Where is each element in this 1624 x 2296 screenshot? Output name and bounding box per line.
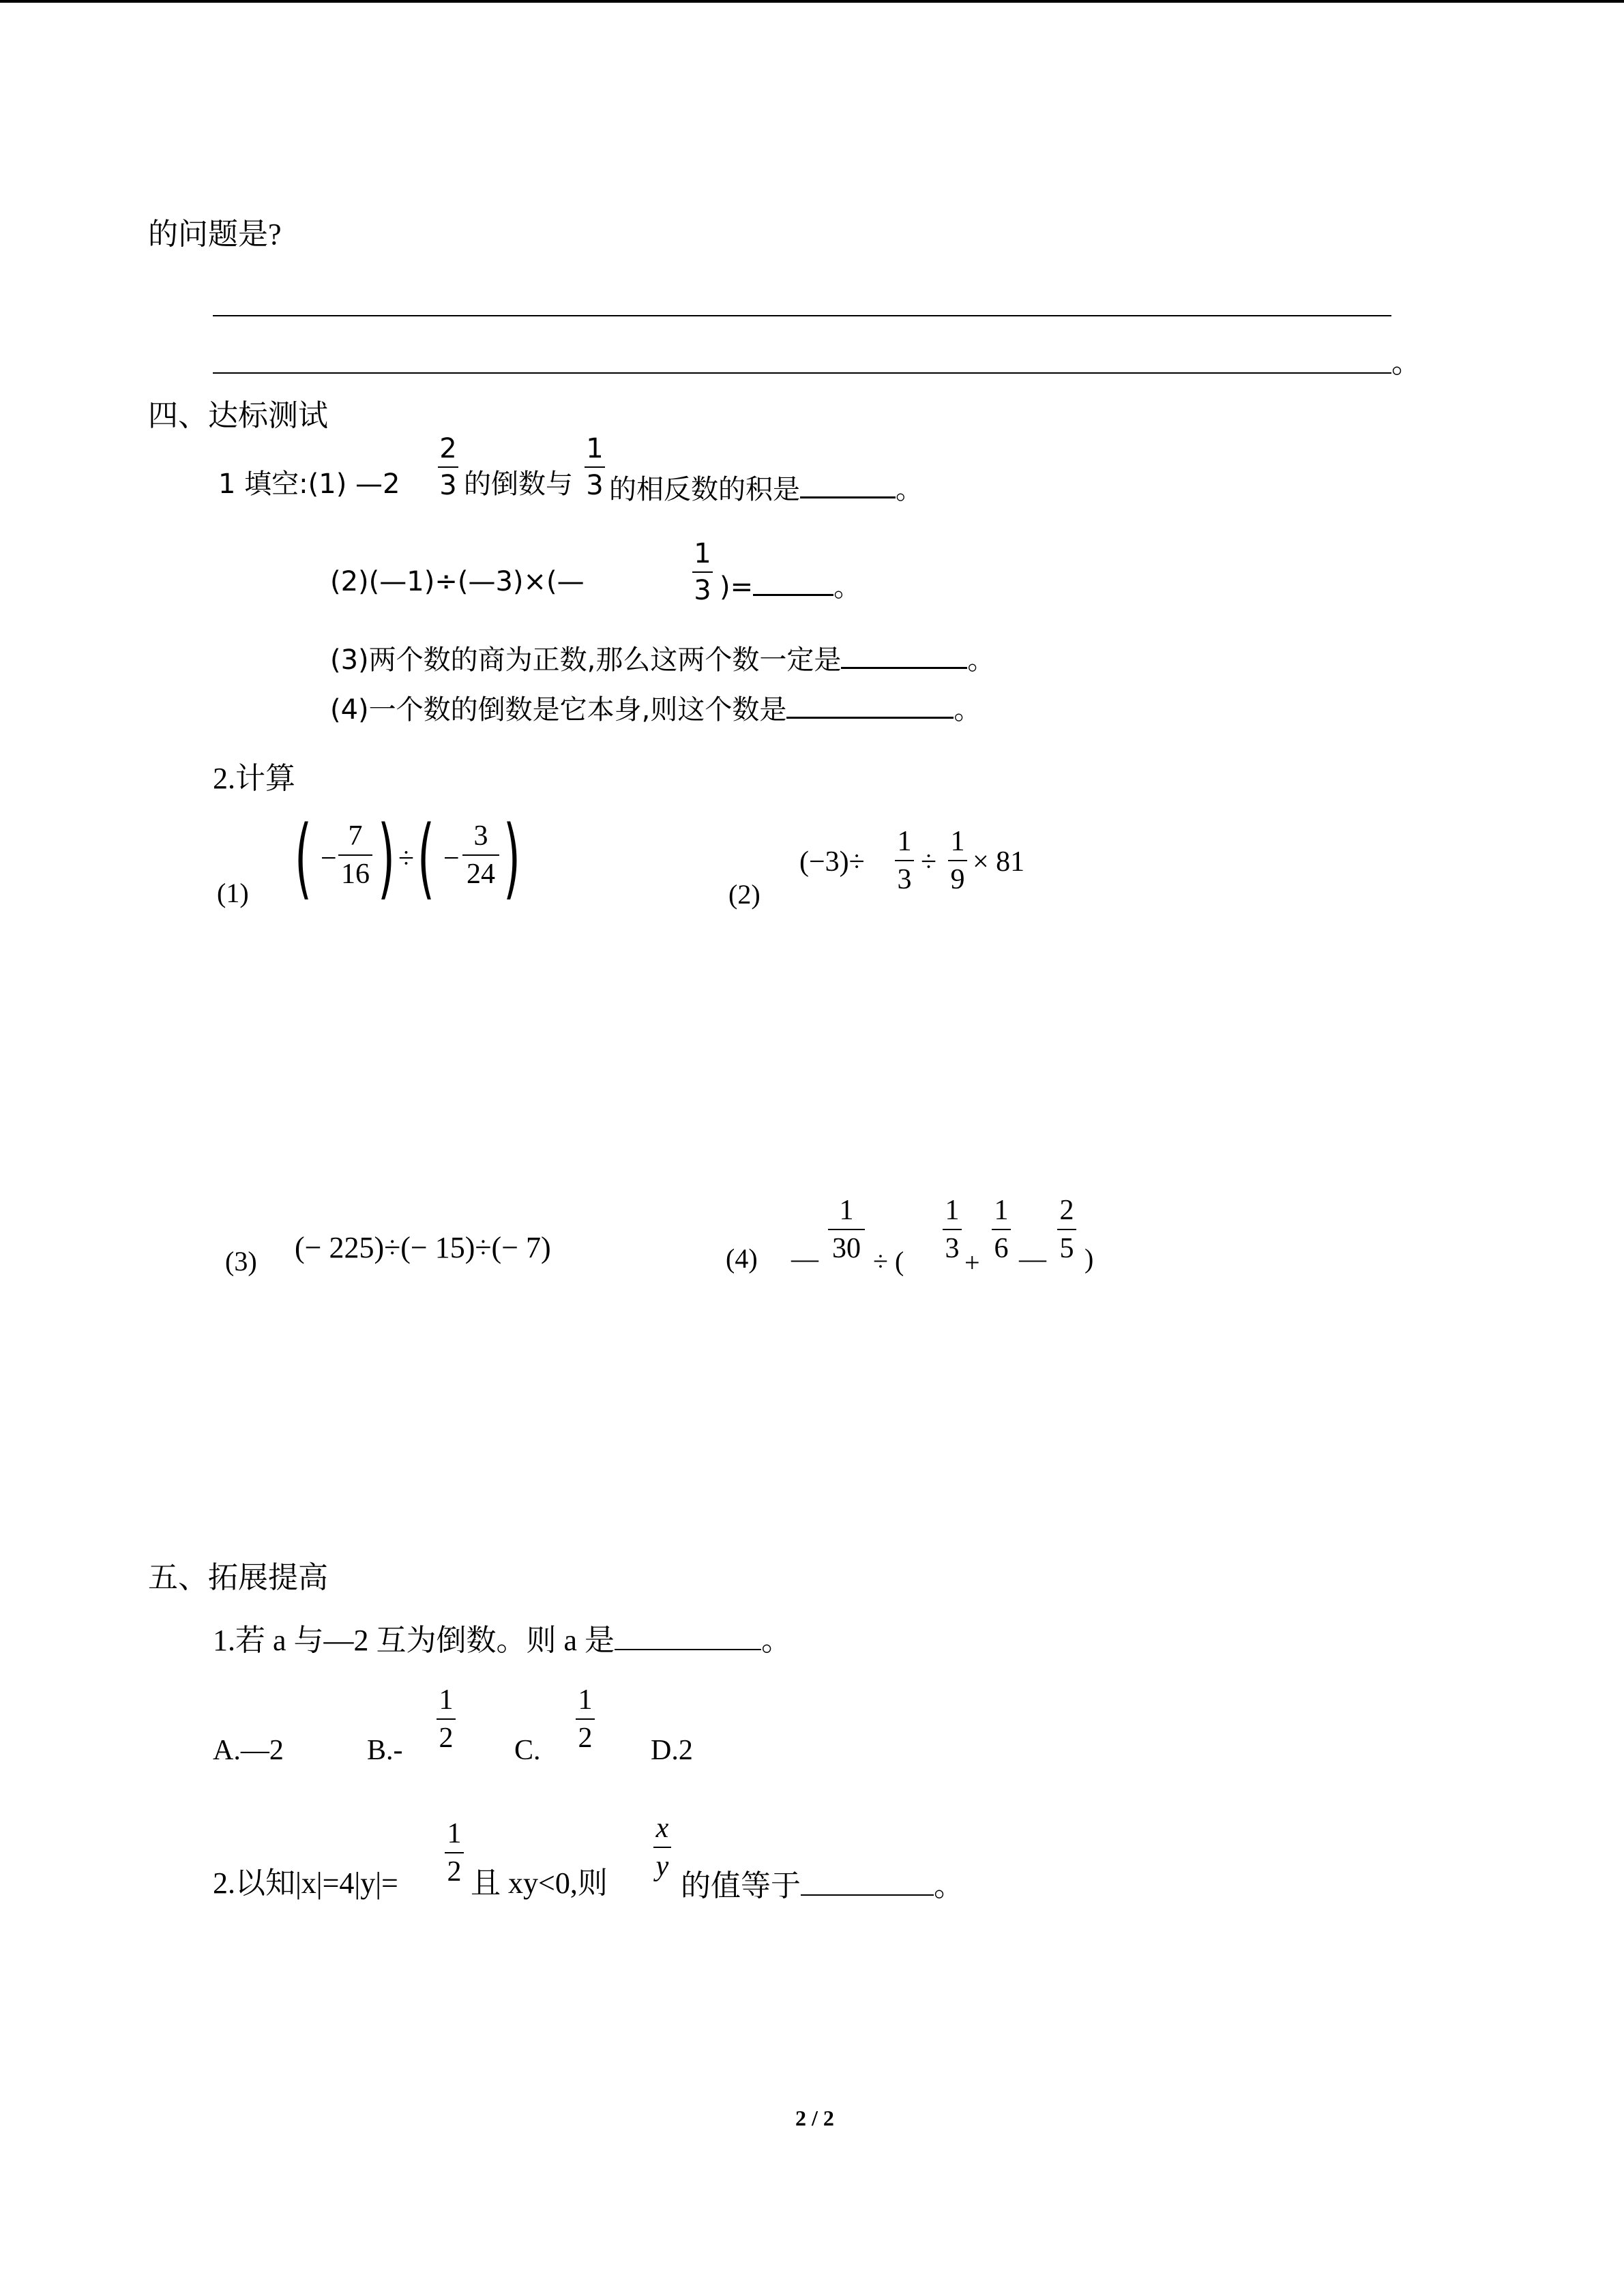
calc1-neg-1: − [321,843,337,874]
calc4-fraction-1-30: 1 30 [828,1196,865,1263]
calc1-div: ÷ [398,843,415,874]
answer-line-period: 。 [1391,346,1421,379]
ext-q2-b: 且 xy<0,则 [471,1866,608,1900]
calc1-fraction-7-16: 7 16 [338,822,372,889]
calc2-fraction-1-9: 1 9 [948,827,967,894]
page-number: 2 / 2 [795,2106,834,2130]
calc4-fraction-1-6: 1 6 [992,1196,1011,1263]
calc4-fraction-2-5: 2 5 [1057,1196,1076,1263]
fill-q1-mid: 的倒数与 [464,468,573,500]
ext-q1: 1.若 a 与—2 互为倒数。则 a 是 。 [213,1624,792,1657]
option-b-fraction: 1 2 [437,1686,456,1753]
calc1-label: (1) [217,878,249,908]
fill-q2-expr: (2)(—1)÷(—3)×(— [330,566,585,597]
ext-q2-fraction-x-y: x y [653,1814,671,1881]
calc4-div: ÷ ( [873,1246,904,1277]
option-c-fraction: 1 2 [576,1686,595,1753]
calc1-left-paren-1: ( [295,807,312,909]
calc2-expr: (−3)÷ [799,846,865,878]
ext-q2-a: 2.以知|x|=4|y|= [213,1866,398,1900]
option-a: A.—2 [213,1735,284,1766]
fill-q3: (3)两个数的商为正数,那么这两个数一定是 。 [330,641,994,674]
fraction-two-thirds: 2 3 [438,435,458,499]
fill-q1-end: 的相反数的积是 。 [609,471,923,503]
calc3-expr: (− 225)÷(− 15)÷(− 7) [295,1231,551,1264]
calc2-tail: × 81 [973,846,1025,878]
option-d: D.2 [651,1735,693,1766]
answer-blank[interactable] [615,1623,761,1650]
calc2-label: (2) [728,879,761,910]
calc2-div: ÷ [921,846,937,878]
calc4-lead: — [791,1243,818,1274]
fraction-one-third-2: 1 3 [692,540,713,604]
answer-blank[interactable] [786,691,954,719]
ext-q2-fraction-half: 1 2 [445,1819,464,1886]
option-c: C. [514,1735,541,1766]
page-top-border [0,0,1624,3]
ext-q2-c: 的值等于 。 [681,1869,964,1903]
calc2-fraction-1-3: 1 3 [895,827,914,894]
section-heading-5: 五、拓展提高 [148,1561,328,1594]
calc4-minus: — [1019,1243,1046,1274]
fill-q1-prefix: 1 填空:(1) —2 [218,468,400,500]
calc1-left-paren-2: ( [417,807,434,909]
calc1-neg-2: − [443,843,460,874]
answer-line-1 [213,315,1391,316]
calc3-label: (3) [225,1246,257,1277]
answer-blank[interactable] [800,471,896,498]
calc1-fraction-3-24: 3 24 [462,822,499,889]
answer-blank[interactable] [841,641,967,669]
answer-line-2 [213,372,1391,374]
calc1-right-paren-1: ) [378,807,395,909]
answer-blank[interactable] [801,1868,934,1896]
calc1-right-paren-2: ) [503,807,520,909]
section-heading-4: 四、达标测试 [148,399,328,432]
fill-q2-end: )= 。 [720,568,861,601]
answer-blank[interactable] [753,568,833,596]
question-continuation: 的问题是? [148,218,282,251]
calc4-close: ) [1084,1243,1094,1274]
calc4-plus: + [964,1247,980,1278]
fraction-one-third: 1 3 [585,435,605,499]
calc4-fraction-1-3: 1 3 [943,1196,962,1263]
calc4-label: (4) [726,1243,758,1274]
calc-heading: 2.计算 [213,762,295,795]
fill-q4: (4)一个数的倒数是它本身,则这个数是 。 [330,691,981,724]
option-b: B.- [367,1735,403,1766]
